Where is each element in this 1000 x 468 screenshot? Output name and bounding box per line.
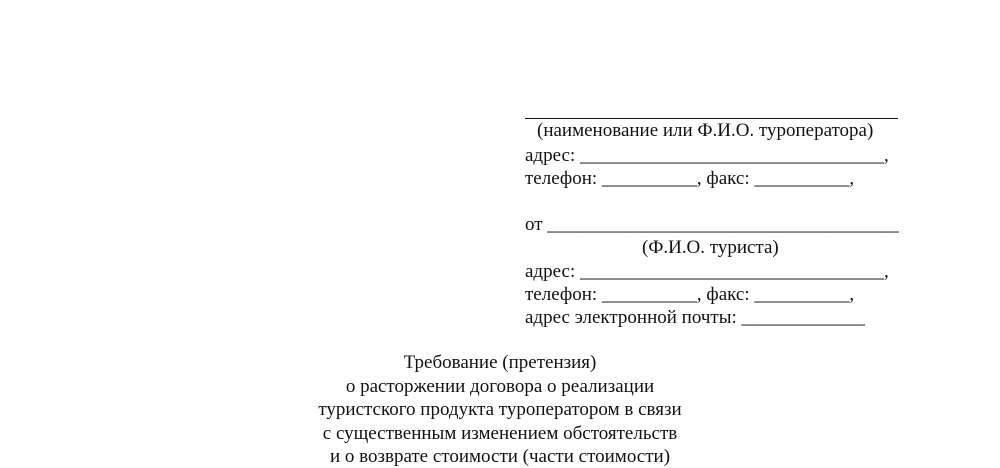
tourist-phone-fax-line: телефон: __________, факс: __________, [525,284,855,305]
document-title-line-4: с существенным изменением обстоятельств [322,423,678,444]
document-title-line-2: о расторжении договора о реализации [345,376,655,397]
operator-address-line: адрес: ________________________________, [525,145,889,166]
operator-phone-fax-line: телефон: __________, факс: __________, [525,168,855,189]
operator-name-line [525,118,898,119]
operator-name-caption: (наименование или Ф.И.О. туроператора) [537,120,874,141]
document-title-line-5: и о возврате стоимости (части стоимости) [329,446,671,467]
from-line: от _____________________________________ [525,214,899,235]
document-title-line-1: Требование (претензия) [403,352,597,373]
tourist-name-caption: (Ф.И.О. туриста) [642,237,779,258]
tourist-address-line: адрес: ________________________________, [525,261,889,282]
tourist-email-line: адрес электронной почты: _____________ [525,307,866,328]
document-title-line-3: туристского продукта туроператором в связи [318,399,682,420]
